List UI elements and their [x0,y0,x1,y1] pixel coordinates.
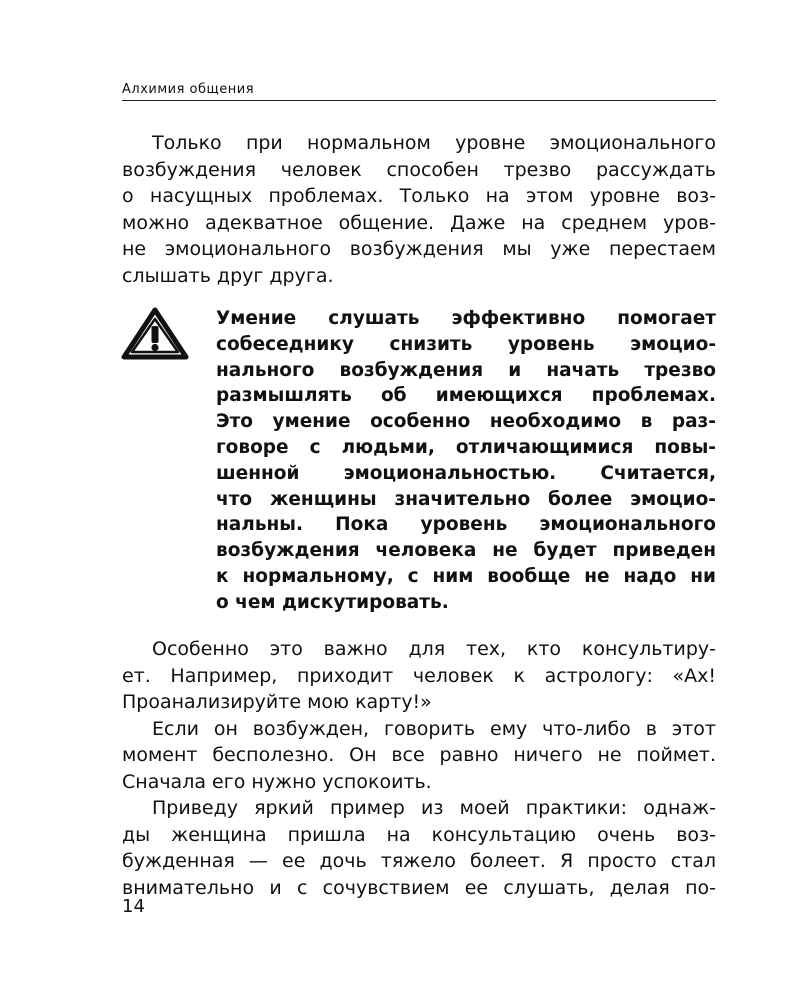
page-number: 14 [122,896,145,917]
callout-line: к нормальному, с ним вообще не надо ни [216,565,716,587]
intro-paragraph [122,130,716,289]
callout-block [216,306,716,616]
text-line: можно адекватное общение. Даже на среднем уров- [122,211,716,234]
callout-line: говоре с людьми, отличающимися повы- [216,436,716,458]
text-line: о насущных проблемах. Только на этом уровне воз- [122,185,716,207]
warning-triangle-icon [120,306,190,361]
callout-line: шенной эмоциональностью. Считается, [216,462,716,484]
callout-line: о чем дискутировать. [216,591,449,613]
text-line: Если он возбужден, говорить ему что-либо в этот [152,717,716,740]
callout-line: Умение слушать эффективно помогает [216,308,716,329]
text-line: бужденная — ее дочь тяжело болеет. Я просто стал [122,850,716,872]
running-header [122,80,716,101]
callout-line: нального возбуждения и начать трезво [216,359,716,381]
callout-line: размышлять об имеющихся проблемах. [216,385,716,407]
callout-line: что женщины значительно более эмоцио- [216,488,716,510]
text-line: ет. Например, приходит человек к астрологу: «Ах! [122,664,716,687]
callout-line: Это умение особенно необходимо в раз- [216,411,716,433]
text-line: Проанализируйте мою карту!» [122,691,432,713]
text-line: возбуждения человек способен трезво рассуждать [122,158,716,181]
text-line: Особенно это важно для тех, кто консультиру- [152,638,716,660]
running-header-title: Алхимия общения [122,82,255,97]
text-line: Приведу яркий пример из моей практики: однаж- [152,797,716,819]
text-line: слышать друг друга. [122,264,334,287]
text-line: внимательно и с сочувствием ее слушать, делая по- [122,876,716,899]
text-line: Сначала его нужно успокоить. [122,770,432,793]
text-line: не эмоционального возбуждения мы уже перестаем [122,238,716,260]
callout-line: возбуждения человека не будет приведен [216,540,716,562]
body-paragraphs [122,636,716,901]
callout-line: собеседнику снизить уровень эмоцио- [216,333,716,355]
text-line: ды женщина пришла на консультацию очень воз- [122,823,716,846]
text-line: момент бесполезно. Он все равно ничего не поймет. [122,744,716,766]
text-line: Только при нормальном уровне эмоционального [152,132,716,154]
callout-line: нальны. Пока уровень эмоционального [216,514,716,536]
